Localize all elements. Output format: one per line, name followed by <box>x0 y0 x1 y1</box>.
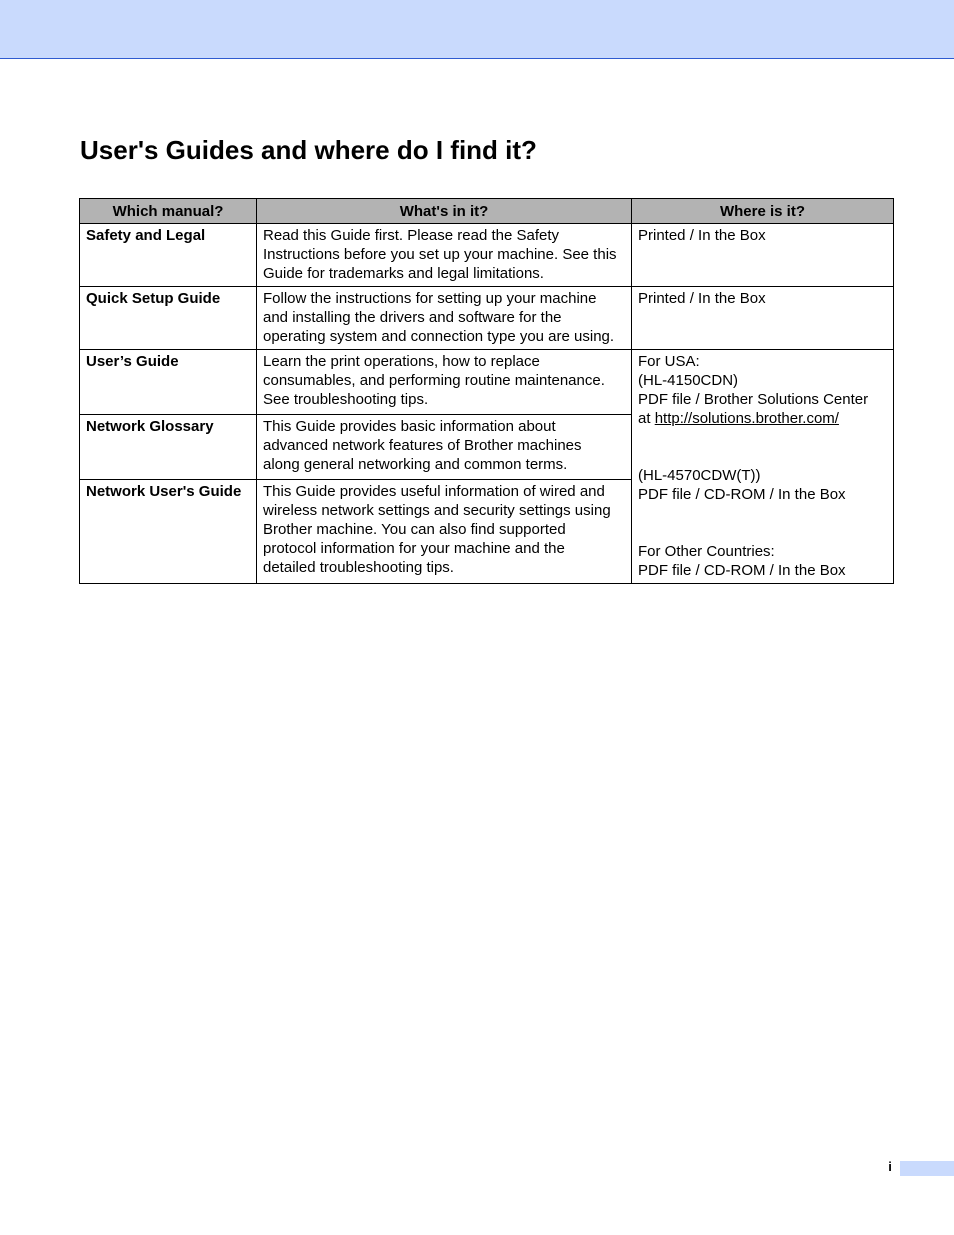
description-line: Instructions before you set up your machine. See this <box>263 246 617 263</box>
header-whats-in-it: What's in it? <box>257 199 632 224</box>
description-line: and installing the drivers and software for the <box>263 309 562 326</box>
description-line: See troubleshooting tips. <box>263 391 429 408</box>
link-prefix: at <box>638 410 655 427</box>
location-line: Printed / In the Box <box>638 227 766 244</box>
table-row <box>80 350 894 415</box>
header-where-is-it: Where is it? <box>632 199 894 224</box>
page-number: i <box>888 1159 892 1174</box>
manual-name: Network User's Guide <box>80 479 257 583</box>
description-line: detailed troubleshooting tips. <box>263 558 454 576</box>
location-line: Printed / In the Box <box>638 290 766 307</box>
other-countries-location: PDF file / CD-ROM / In the Box <box>638 562 846 579</box>
table-header-row <box>80 199 894 224</box>
solutions-link-line <box>638 409 888 428</box>
manual-name: Quick Setup Guide <box>80 287 257 350</box>
description-line: Follow the instructions for setting up your machine <box>263 290 597 307</box>
manual-description <box>257 350 632 415</box>
spacer <box>638 428 888 447</box>
description-line: along general networking and common terms. <box>263 455 568 473</box>
manual-description <box>257 287 632 350</box>
page-number-tab <box>900 1161 954 1176</box>
header-band <box>0 0 954 59</box>
description-line: Read this Guide first. Please read the Safety <box>263 227 559 244</box>
shared-location-cell <box>632 350 894 584</box>
table-row <box>80 224 894 287</box>
other-countries-label: For Other Countries: <box>638 543 775 560</box>
manual-name: User’s Guide <box>80 350 257 415</box>
manual-description <box>257 479 632 583</box>
manual-name: Safety and Legal <box>80 224 257 287</box>
description-line: advanced network features of Brother machines <box>263 436 582 454</box>
page-title: User's Guides and where do I find it? <box>80 135 537 165</box>
spacer <box>638 447 888 466</box>
manuals-table <box>79 198 894 584</box>
description-line: Guide for trademarks and legal limitations. <box>263 265 544 282</box>
description-line: Brother machine. You can also find supported <box>263 520 566 538</box>
model-1: (HL-4150CDN) <box>638 372 739 389</box>
description-line: Learn the print operations, how to replace <box>263 353 540 370</box>
description-line: This Guide provides basic information about <box>263 417 556 435</box>
manual-location <box>632 287 894 350</box>
description-line: consumables, and performing routine maintenance. <box>263 372 605 389</box>
manual-description <box>257 414 632 479</box>
manual-description <box>257 224 632 287</box>
manual-name: Network Glossary <box>80 414 257 479</box>
manual-location <box>632 224 894 287</box>
solutions-center-link[interactable]: http://solutions.brother.com/ <box>654 410 839 427</box>
spacer <box>638 523 888 542</box>
description-line: protocol information for your machine and the <box>263 539 565 557</box>
description-line: operating system and connection type you are using. <box>263 328 615 345</box>
spacer <box>638 504 888 523</box>
model-2-location: PDF file / CD-ROM / In the Box <box>638 486 846 503</box>
table-row <box>80 287 894 350</box>
usa-label: For USA: <box>638 353 700 370</box>
model-2: (HL-4570CDW(T)) <box>638 467 761 484</box>
model-1-location: PDF file / Brother Solutions Center <box>638 391 869 408</box>
description-line: This Guide provides useful information of wired and <box>263 482 605 500</box>
header-which-manual: Which manual? <box>80 199 257 224</box>
description-line: wireless network settings and security settings using <box>263 501 611 519</box>
